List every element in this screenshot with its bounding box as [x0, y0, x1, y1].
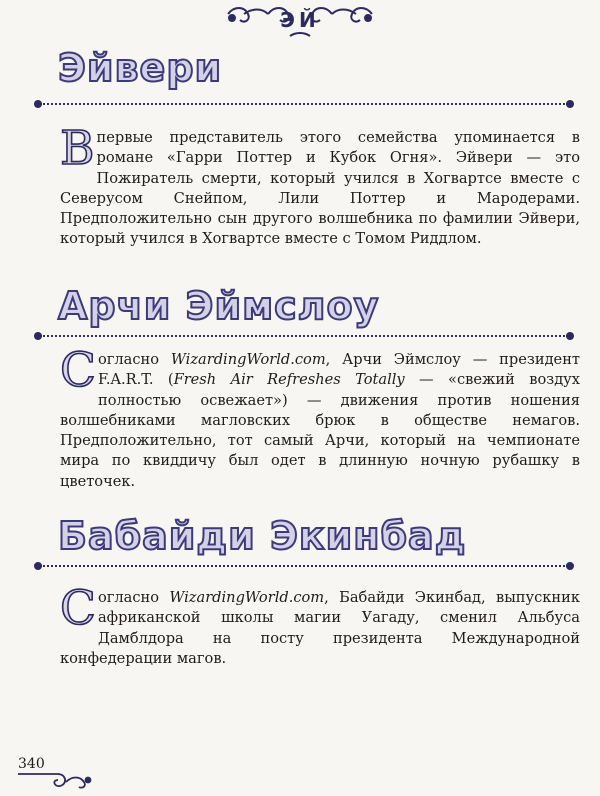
entry-text: огласно: [97, 351, 171, 368]
entry-text: , Бабайди Экинбад, выпускник африканской школы магии Уагаду, сменил Альбуса Дамблдора на посту президента Международной конфедерации магов.: [60, 589, 580, 667]
page-header: [0, 0, 600, 44]
entry-text: огласно: [97, 589, 170, 606]
page-number: 340: [18, 756, 45, 772]
entry-title: Эйвери: [58, 46, 223, 90]
entry-text-italic: Fresh Air Refreshes Totally: [173, 371, 405, 389]
dotted-divider: [40, 565, 568, 567]
entry-body: [60, 121, 580, 250]
drop-cap: С: [60, 343, 96, 398]
entry-body: [60, 581, 580, 669]
drop-cap: С: [60, 581, 96, 636]
entry-title: Арчи Эймслоу: [58, 284, 380, 328]
dotted-divider: [40, 335, 568, 337]
entry-text: — «свежий воздух полностью освежает») — движения против ношения волшебниками магловских брюк в обществе немагов. Предположительно, тот самый Арчи, который на чемпионате мира по квиддичу был одет в длинную ночную рубашку в цветочек.: [60, 371, 580, 490]
entry-text-italic: WizardingWorld.com: [169, 589, 325, 606]
entry-text: первые представитель этого семейства упоминается в романе «Гарри Поттер и Кубок Огня». Эйвери — это Пожиратель смерти, который учился в Хогвартсе вместе с Северусом Снейпом, Лили Поттер и Мародерами. Предположительно сын другого волшебника по фамилии Эйвери, который учился в Хогвартсе вместе с Томом Риддлом.: [60, 129, 580, 248]
entry-title: Бабайди Экинбад: [58, 514, 467, 558]
section-letter: ЭЙ: [280, 8, 320, 32]
footer-ornament-icon: [14, 768, 114, 790]
entry-text-italic: WizardingWorld.com: [170, 351, 326, 368]
drop-cap: В: [60, 121, 95, 176]
entry-text: , Арчи Эймслоу — президент F.A.R.T. (: [97, 351, 580, 389]
entry-body: [60, 343, 580, 492]
dotted-divider: [40, 103, 568, 105]
